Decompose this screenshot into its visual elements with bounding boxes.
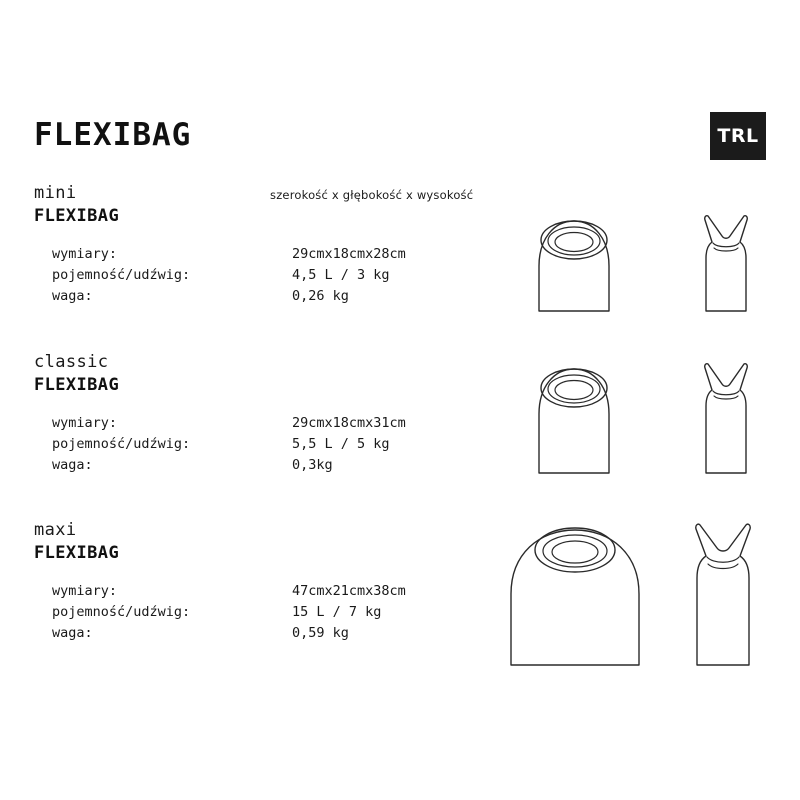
spec-label: wymiary: (52, 245, 118, 262)
spec-row (34, 623, 766, 644)
spec-row (34, 265, 766, 286)
spec-row (34, 602, 766, 623)
section-mini (34, 182, 766, 307)
section-classic (34, 351, 766, 476)
header (34, 112, 766, 172)
product-label-maxi: FLEXIBAG (34, 542, 120, 563)
spec-value: 5,5 L / 5 kg (292, 435, 390, 452)
brand-logo (710, 112, 766, 160)
spec-value: 0,3kg (292, 456, 333, 473)
specs-classic (34, 413, 766, 476)
spec-label: pojemność/udźwig: (52, 603, 191, 620)
spec-row (34, 455, 766, 476)
section-maxi (34, 519, 766, 644)
spec-value: 15 L / 7 kg (292, 603, 382, 620)
spec-label: waga: (52, 624, 93, 641)
spec-row (34, 413, 766, 434)
spec-label: pojemność/udźwig: (52, 435, 191, 452)
spec-value: 4,5 L / 3 kg (292, 266, 390, 283)
spec-value: 29cmx18cmx31cm (292, 414, 406, 431)
spec-label: pojemność/udźwig: (52, 266, 191, 283)
spec-row (34, 581, 766, 602)
spec-row (34, 244, 766, 265)
spec-label: wymiary: (52, 414, 118, 431)
size-label-classic: classic (34, 352, 109, 372)
mini-bag-front-view-icon (520, 212, 628, 312)
maxi-bag-front-view-icon (497, 520, 653, 666)
spec-row (34, 434, 766, 455)
spec-value: 29cmx18cmx28cm (292, 245, 406, 262)
spec-value: 0,59 kg (292, 624, 349, 641)
spec-label: waga: (52, 287, 93, 304)
mini-bag-side-view-icon (694, 212, 758, 312)
specs-mini (34, 244, 766, 307)
spec-label: waga: (52, 456, 93, 473)
classic-bag-front-view-icon (520, 360, 628, 474)
product-label-mini: FLEXIBAG (34, 205, 120, 226)
page-title: FLEXIBAG (34, 117, 192, 153)
spec-value: 0,26 kg (292, 287, 349, 304)
spec-label: wymiary: (52, 582, 118, 599)
dimension-caption: szerokość x głębokość x wysokość (270, 188, 474, 202)
product-label-classic: FLEXIBAG (34, 374, 120, 395)
brand-logo-text: TRL (717, 124, 759, 147)
size-label-maxi: maxi (34, 520, 77, 540)
size-label-mini: mini (34, 183, 77, 203)
maxi-bag-side-view-icon (683, 520, 763, 666)
spec-value: 47cmx21cmx38cm (292, 582, 406, 599)
spec-row (34, 286, 766, 307)
specs-maxi (34, 581, 766, 644)
classic-bag-side-view-icon (694, 360, 758, 474)
